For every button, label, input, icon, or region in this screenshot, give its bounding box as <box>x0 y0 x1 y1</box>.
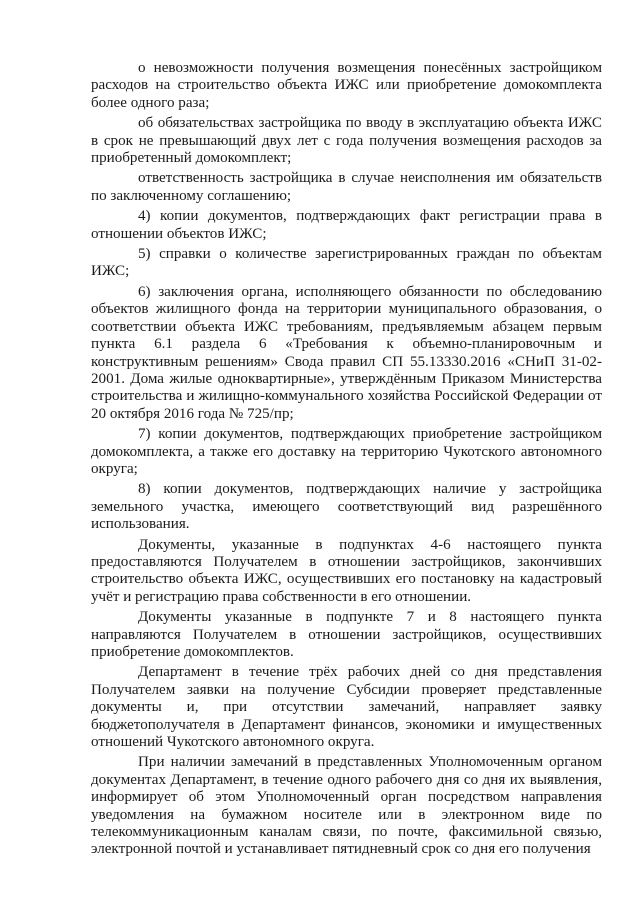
paragraph-department-review: Департамент в течение трёх рабочих дней со дня представления Получателем заявки на получение Субсидии проверяет представленные документы и, при отсутствии замечаний, направляет заявку бюджетополучателя в Департамент финансов, экономики и имущественных отношений Чукотского автономного округа. <box>91 664 602 751</box>
paragraph-item-4: 4) копии документов, подтверждающих факт регистрации права в отношении объектов ИЖС; <box>91 208 602 242</box>
document-page <box>91 60 602 862</box>
paragraph-compensation-once: о невозможности получения возмещения понесённых застройщиком расходов на строительство объекта ИЖС или приобретение домокомплекта более одного раза; <box>91 60 602 111</box>
paragraph-item-7: 7) копии документов, подтверждающих приобретение застройщиком домокомплекта, а также его доставку на территорию Чукотского автономного округа; <box>91 426 602 477</box>
paragraph-item-6: 6) заключения органа, исполняющего обязанности по обследованию объектов жилищного фонда на территории муниципального образования, о соответствии объекта ИЖС требованиям, предъявляемым абзацем первым пункта 6.1 раздела 6 «Требования к объемно-планировочным и конструктивным решениям» Свода правил СП 55.13330.2016 «СНиП 31-02-2001. Дома жилые одноквартирные», утверждённым Приказом Министерства строительства и жилищно-коммунального хозяйства Российской Федерации от 20 октября 2016 года № 725/пр; <box>91 283 602 422</box>
paragraph-item-8: 8) копии документов, подтверждающих наличие у застройщика земельного участка, имеющего соответствующий вид разрешённого использования. <box>91 481 602 533</box>
paragraph-developer-liability: ответственность застройщика в случае неисполнения им обязательств по заключенному соглашению; <box>91 170 602 204</box>
paragraph-remarks-notification: При наличии замечаний в представленных Уполномоченным органом документах Департамент, в течение одного рабочего дня со дня их выявления, информирует об этом Уполномоченный орган посредством направления уведомления на бумажном носителе или в электронном виде по телекоммуникационным каналам связи, по почте, факсимильной связью, электронной почтой и устанавливает пятидневный срок со дня его получения <box>91 754 602 858</box>
paragraph-documents-7-8: Документы указанные в подпункте 7 и 8 настоящего пункта направляются Получателем в отношении застройщиков, осуществивших приобретение домокомплектов. <box>91 609 602 660</box>
paragraph-documents-4-6: Документы, указанные в подпунктах 4-6 настоящего пункта предоставляются Получателем в отношении застройщиков, закончивших строительство объекта ИЖС, осуществивших его постановку на кадастровый учёт и регистрацию права собственности в его отношении. <box>91 536 602 605</box>
paragraph-commissioning-obligation: об обязательствах застройщика по вводу в эксплуатацию объекта ИЖС в срок не превышающий двух лет с года получения возмещения расходов за приобретенный домокомплект; <box>91 115 602 167</box>
paragraph-item-5: 5) справки о количестве зарегистрированных граждан по объектам ИЖС; <box>91 246 602 280</box>
